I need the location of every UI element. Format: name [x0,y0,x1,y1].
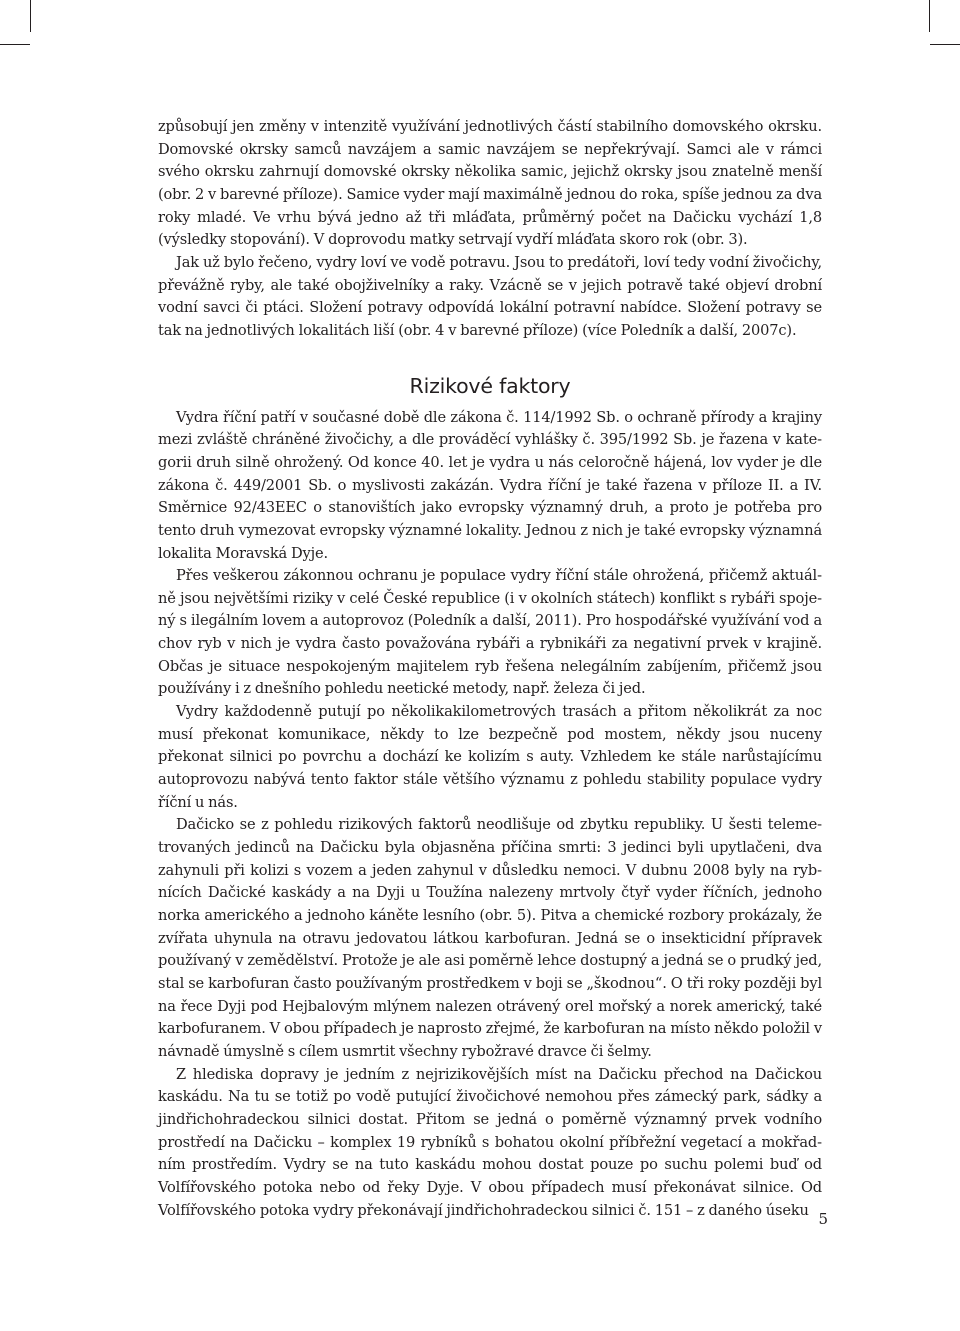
paragraph-home-range: způsobují jen změny v intenzitě využívání jednotlivých částí stabilního domovského okrsku. Domovské okrsky samců navzájem a samic navzájem se nepřekrývají. Samci ale v rámci svého okrsku zahrnují domovské okrsky několika samic, jejichž okrsky jsou znatelně menší (obr. 2 v barevné příloze). Samice vyder mají maximálně jednou do roka, spíše jednou za dva roky mladé. Ve vrhu bývá jedno až tři mláďata, průměrný počet na Dačicku vychází 1,8 (výsledky stopování). V doprovodu matky setrvají vydří mláďata skoro rok (obr. 3). [158,118,822,249]
paragraph-legal-protection: Vydra říční patří v současné době dle zákona č. 114/1992 Sb. o ochraně přírody a krajiny mezi zvláště chráněné živočichy, a dle prováděcí vyhlášky č. 395/1992 Sb. je řazena v kategorii druh silně ohrožený. Od konce 40. let je vydra u nás celoročně hájená, lov vyder je dle zákona č. 449/2001 Sb. o myslivosti zakázán. Vydra říční je také řazena v příloze II. a IV. Směrnice 92/43EEC o stanovištích jako evropsky významný druh, a proto je potřeba pro tento druh vymezovat evropsky významné lokality. Jednou z nich je také evropsky významná lokalita Moravská Dyje. [158,408,822,562]
crop-mark-top-left-horizontal [0,44,30,45]
paragraph-threats: Přes veškerou zákonnou ochranu je populace vydry říční stále ohrožená, přičemž aktuálně jsou největšími riziky v celé České republice (i v okolních státech) konflikt s rybáři spojený s ilegálním lovem a autoprovoz (Poledník a další, 2011). Pro hospodářské využívání vod a chov ryb v nich je vydra často považována rybáři a rybnikáři za negativní prvek v krajině. Občas je situace nespokojeným majitelem ryb řešena nelegálním zabíjením, přičemž jsou používány i z dnešního pohledu neetické metody, např. železa či jed. [158,567,822,698]
crop-mark-top-right-horizontal [930,44,960,45]
crop-mark-top-right-vertical [929,0,930,32]
paragraph-road-traffic: Vydry každodenně putují po několikakilometrových trasách a přitom několikrát za noc musí překonat komunikace, někdy to lze bezpečně pod mostem, někdy jsou nuceny překonat silnici po povrchu a dochází ke kolizím s auty. Vzhledem ke stále narůstajícímu autoprovozu nabývá tento faktor stále většího významu z pohledu stability populace vydry říční u nás. [158,703,822,811]
paragraph-dacicko-deaths: Dačicko se z pohledu rizikových faktorů neodlišuje od zbytku republiky. U šesti telemetrovaných jedinců na Dačicku byla objasněna příčina smrti: 3 jedinci byli upytlačeni, dva zahynuli při kolizi s vozem a jeden zahynul v důsledku nemoci. V dubnu 2008 byly na rybnících Dačické kaskády a na Dyji u Toužína nalezeny mrtvoly čtyř vyder říčních, jednoho norka amerického a jednoho káněte lesního (obr. 5). Pitva a chemické rozbory prokázaly, že zvířata uhynula na otravu jedovatou látkou karbofuran. Jedná se o insekticidní přípravek používaný v zemědělství. Protože je ale asi poměrně lehce dostupný a jedná se o prudký jed, stal se karbofuran často používaným prostředkem v boji se „škodnou“. O tři roky později byl na řece Dyji pod Hejbalovým mlýnem nalezen otrávený orel mořský a norek americký, také karbofuranem. V obou případech je naprosto zřejmé, že karbofuran na místo někdo položil v návnadě úmyslně s cílem usmrtit všechny rybožravé dravce či šelmy. [158,816,822,1060]
page-body [158,116,822,1222]
paragraph-diet: Jak už bylo řečeno, vydry loví ve vodě potravu. Jsou to predátoři, loví tedy vodní živočichy, převážně ryby, ale také obojživelníky a raky. Vzácně se v jejich potravě také objeví drobní vodní savci či ptáci. Složení potravy odpovídá lokální potravní nabídce. Složení potravy se tak na jednotlivých lokalitách liší (obr. 4 v barevné příloze) (více Poledník a další, 2007c). [158,253,822,339]
page-number: 5 [818,1210,828,1228]
section-heading: Rizikové faktory [409,373,571,398]
paragraph-dacicka-kaskada: Z hlediska dopravy je jedním z nejrizikovějších míst na Dačicku přechod na Dačickou kaskádu. Na tu se totiž po vodě putující živočichové nemohou přes zámecký park, sádky a jindřichohradeckou silnici dostat. Přitom se jedná o poměrně významný prvek vodního prostředí na Dačicku – komplex 19 rybníků s bohatou okolní příbřežní vegetací a mokřadním prostředím. Vydry se na tuto kaskádu mohou dostat pouze po suchu polemi buď od Volfířovského potoka nebo od řeky Dyje. V obou případech musí překonávat silnice. Od Volfířovského potoka vydry překonávají jindřichohradeckou silnici č. 151 – z daného úseku [158,1065,822,1219]
crop-mark-top-left-vertical [30,0,31,32]
